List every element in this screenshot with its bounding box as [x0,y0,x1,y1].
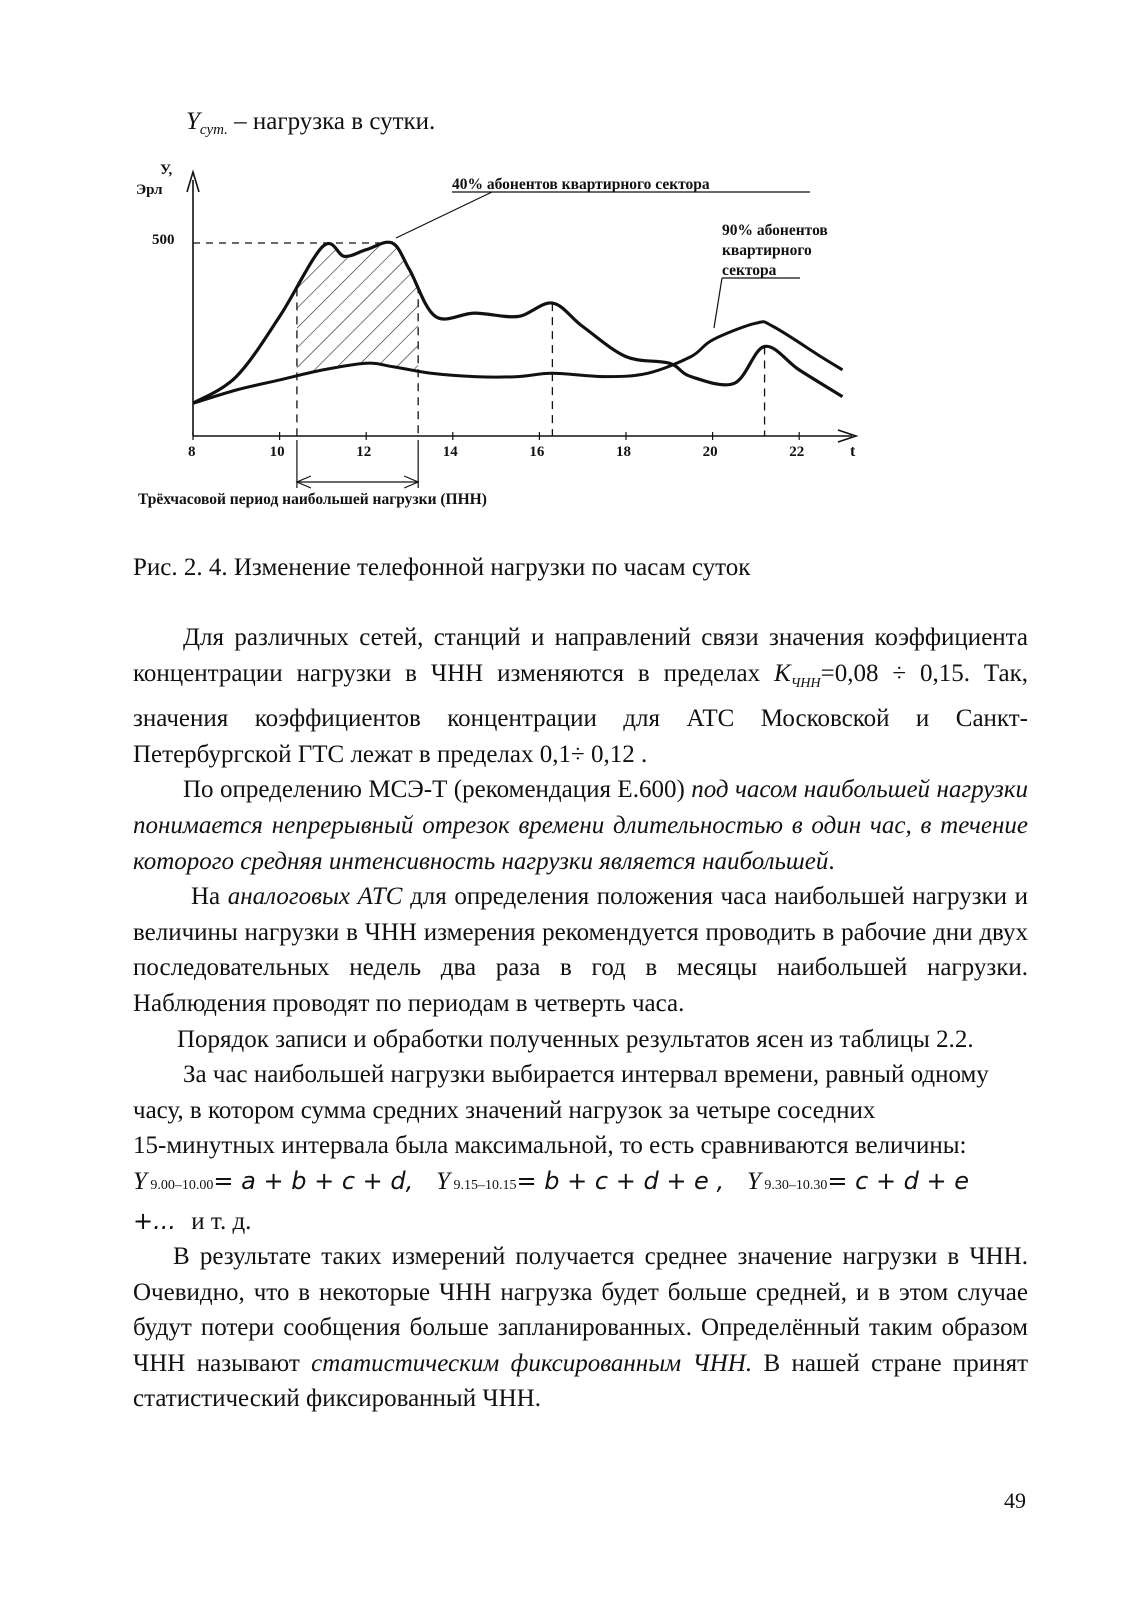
formula-tail: и т. д. [191,1207,252,1235]
p6-italic: статистическим фиксированным ЧНН. [311,1349,753,1377]
figure-caption: Рис. 2. 4. Изменение телефонной нагрузки по часам суток [133,554,751,581]
k-subscript: ЧНН [790,675,821,691]
x-tick-label: 20 [702,444,718,460]
x-tick-label: 12 [356,444,372,460]
p1-text-a: Для различных сетей, станций и направлений связи значения коэффициента концентрации нагрузки в ЧНН изменяются в пределах [133,624,1028,687]
paragraph-2 [133,772,1028,879]
p3-text-a: На [191,883,228,911]
p2-text-b: . [828,847,835,875]
paragraph-4: Порядок записи и обработки полученных результатов ясен из таблицы 2.2. [177,1025,974,1053]
formula-line [133,1164,1028,1239]
formula-sub2: 9.15–10.15 [450,1177,517,1193]
pnn-label: Трёхчасовой период наибольшей нагрузки (ПНН) [138,491,487,508]
y-axis-unit: Эрл [136,182,163,198]
p6-text-a: В результате таких измерений получается среднее значение нагрузки в ЧНН. Очевидно, что в некоторые ЧНН нагрузка будет больше средней, и в этом случае будут потери сообщения больше запланированных. Определённый таким образом ЧНН называют [133,1243,1028,1377]
page-number: 49 [1004,1488,1026,1513]
p6-text-b: В нашей стране принят статистический фиксированный ЧНН. [133,1349,1028,1413]
series-90-line [193,322,843,404]
x-axis-unit: t [850,443,856,460]
formula-y3: Y [746,1167,761,1195]
callout-90-leader [714,278,722,328]
callout-40-leader [396,192,492,238]
load-chart [130,158,875,523]
x-tick-label: 16 [529,444,545,460]
p2-italic: под часом наибольшей нагрузки понимается непрерывный отрезок времени длительностью в один час, в течение которого средняя интенсивность нагрузки является наибольшей [133,776,1029,875]
paragraph-5-line2: часу, в котором сумма средних значений нагрузок за четыре соседних [133,1096,876,1124]
x-tick-label: 22 [789,444,805,460]
p3-text-b: для определения положения часа наибольшей нагрузки и величины нагрузки в ЧНН измерения рекомендуется проводить в рабочие дни двух последовательных недель два раза в год в месяцы наибольшей нагрузки. Наблюдения проводят по периодам в четверть часа. [133,883,1028,1017]
formula-sub1: 9.00–10.00 [146,1177,214,1193]
p3-italic: аналоговых АТС [227,883,403,911]
x-tick-label: 8 [188,444,196,460]
paragraph-6 [133,1239,1028,1417]
paragraph-1 [133,620,1028,772]
callout-90-line1: 90% абонентов [722,222,828,239]
paragraph-5-line1: За час наибольшей нагрузки выбирается интервал времени, равный одному [183,1061,989,1089]
x-tick-label: 14 [442,444,458,460]
formula-expr3: = c + d + e +... [133,1166,970,1235]
paragraph-5-line3: 15-минутных интервала была максимальной, то есть сравниваются величины: [133,1132,967,1160]
intro-text: – нагрузка в сутки. [227,108,436,135]
formula-sub3: 9.30–10.30 [760,1177,828,1193]
paragraph-3 [133,879,1028,1021]
x-tick-label: 18 [616,444,631,460]
y-axis-label: У, [160,162,173,178]
callout-90-line3: сектора [722,262,777,279]
callout-90-line2: квартирного [722,242,812,259]
p1-text-b: =0,08 ÷ 0,15. Так, значения коэффициентов концентрации для АТС Московской и Санкт-Петербургской ГТС лежат в пределах 0,1÷ 0,12 . [133,659,1028,768]
formula-y1: Y [133,1167,147,1195]
formula-y2: Y [436,1167,451,1195]
symbol-y: Y [186,108,200,135]
x-tick-label: 10 [269,444,285,460]
callout-40-label: 40% абонентов квартирного сектора [452,176,710,193]
k-symbol: K [774,659,791,687]
symbol-subscript: сут. [199,122,228,138]
p2-text-a: По определению МСЭ-Т (рекомендация Е.600) [183,776,692,804]
y-tick-500: 500 [152,232,175,248]
body-text [133,620,1028,1417]
formula-expr2: = b + c + d + e , [516,1166,725,1195]
intro-line [186,108,435,139]
formula-expr1: = a + b + c + d, [213,1166,414,1195]
